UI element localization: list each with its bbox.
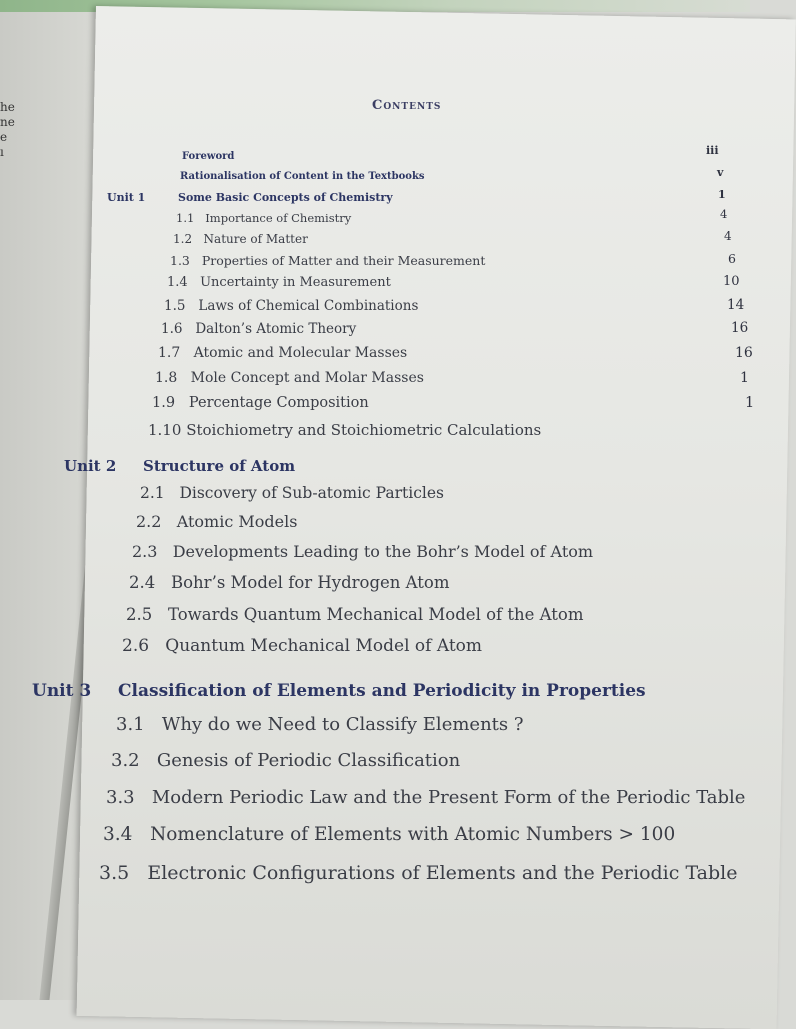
toc-section: 3.1 Why do we Need to Classify Elements ? bbox=[116, 714, 524, 735]
toc-page: 16 bbox=[731, 320, 749, 336]
unit-1-page: 1 bbox=[718, 188, 726, 201]
foreword-label: Foreword bbox=[182, 151, 235, 162]
toc-section: 1.5 Laws of Chemical Combinations bbox=[164, 298, 419, 314]
left-page-fragment: he bbox=[0, 100, 15, 114]
toc-section: 2.2 Atomic Models bbox=[136, 512, 298, 531]
toc-section: 1.9 Percentage Composition bbox=[152, 395, 369, 411]
toc-section: 1.3 Properties of Matter and their Measurement bbox=[170, 253, 486, 268]
toc-section: 3.3 Modern Periodic Law and the Present Form of the Periodic Table bbox=[106, 787, 746, 808]
toc-section: 1.4 Uncertainty in Measurement bbox=[167, 275, 391, 290]
toc-section: 2.5 Towards Quantum Mechanical Model of the Atom bbox=[126, 605, 584, 624]
rationalisation-page: v bbox=[717, 166, 724, 179]
toc-section: 1.10 Stoichiometry and Stoichiometric Calculations bbox=[148, 421, 542, 439]
toc-page: 4 bbox=[724, 229, 732, 243]
toc-section: 2.1 Discovery of Sub-atomic Particles bbox=[140, 484, 444, 502]
toc-page: 1 bbox=[740, 370, 749, 386]
unit-3-label: Unit 3 bbox=[32, 681, 92, 701]
left-page-fragment: e bbox=[0, 130, 8, 144]
toc-section: 1.1 Importance of Chemistry bbox=[176, 211, 352, 225]
toc-page: 16 bbox=[735, 345, 753, 361]
unit-1-label: Unit 1 bbox=[107, 191, 146, 204]
foreword-page: iii bbox=[706, 144, 719, 157]
toc-section: 1.8 Mole Concept and Molar Masses bbox=[155, 370, 424, 386]
toc-section: 3.2 Genesis of Periodic Classification bbox=[111, 750, 461, 771]
left-page-fragment: ı bbox=[0, 145, 4, 159]
toc-section: 2.4 Bohr’s Model for Hydrogen Atom bbox=[129, 573, 450, 592]
toc-section: 3.5 Electronic Configurations of Elements and the Periodic Table bbox=[99, 862, 738, 884]
toc-page: 10 bbox=[723, 274, 740, 289]
toc-section: 2.6 Quantum Mechanical Model of Atom bbox=[122, 636, 483, 656]
toc-page: 1 bbox=[745, 395, 755, 411]
unit-2-title: Structure of Atom bbox=[143, 457, 296, 475]
toc-section: 1.2 Nature of Matter bbox=[173, 232, 308, 246]
contents-title: Contents bbox=[372, 98, 442, 113]
toc-section: 3.4 Nomenclature of Elements with Atomic Numbers > 100 bbox=[103, 824, 676, 845]
unit-1-title: Some Basic Concepts of Chemistry bbox=[178, 191, 393, 204]
toc-section: 2.3 Developments Leading to the Bohr’s Model of Atom bbox=[132, 542, 594, 561]
toc-section: 1.6 Dalton’s Atomic Theory bbox=[161, 321, 357, 337]
toc-page: 6 bbox=[728, 251, 736, 266]
toc-page: 14 bbox=[727, 297, 745, 313]
left-page-fragment: ne bbox=[0, 115, 15, 129]
toc-page: 4 bbox=[720, 207, 728, 221]
rationalisation-label: Rationalisation of Content in the Textbooks bbox=[180, 171, 425, 182]
unit-3-title: Classification of Elements and Periodicity in Properties bbox=[118, 681, 646, 701]
unit-2-label: Unit 2 bbox=[64, 457, 117, 475]
toc-section: 1.7 Atomic and Molecular Masses bbox=[158, 345, 408, 361]
